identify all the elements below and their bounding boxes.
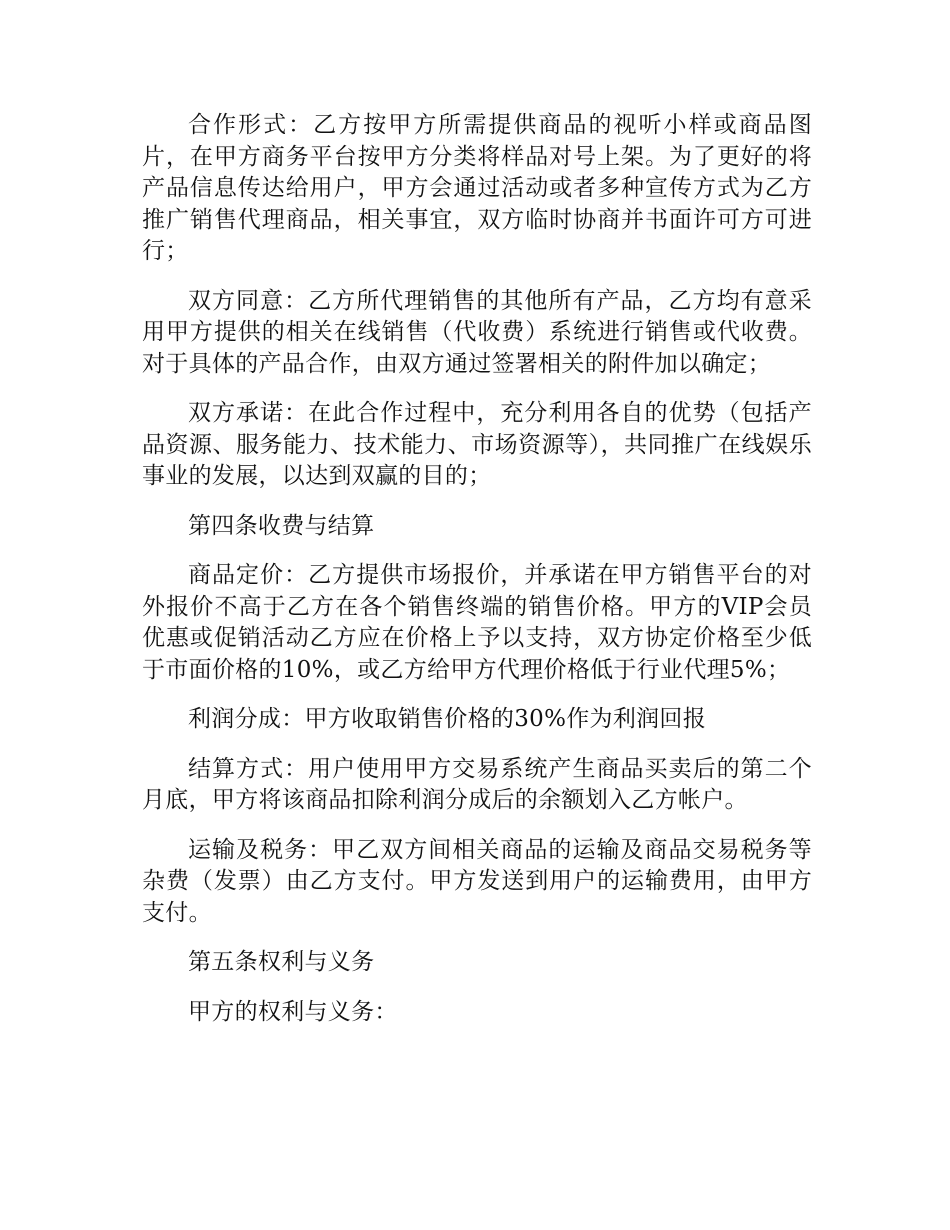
paragraph-party-a-rights: 甲方的权利与义务： [188,998,398,1025]
paragraph-mutual-agreement: 双方同意：乙方所代理销售的其他所有产品，乙方均有意采用甲方提供的相关在线销售（代收费）系统进行销售或代收费。对于具体的产品合作，由双方通过签署相关的附件加以确定； [142,287,812,377]
paragraph-transport-tax: 运输及税务：甲乙双方间相关商品的运输及商品交易税务等杂费（发票）由乙方支付。甲方发送到用户的运输费用，由甲方支付。 [142,836,812,926]
section-heading-article-5: 第五条权利与义务 [188,949,375,975]
section-heading-article-4: 第四条收费与结算 [188,512,375,539]
paragraph-profit-sharing: 利润分成：甲方收取销售价格的30%作为利润回报 [188,706,707,732]
paragraph-pricing: 商品定价：乙方提供市场报价，并承诺在甲方销售平台的对外报价不高于乙方在各个销售终端的销售价格。甲方的VIP会员优惠或促销活动乙方应在价格上予以支持，双方协定价格至少低于市面价格的10%，或乙方给甲方代理价格低于行业代理5%； [142,562,812,683]
paragraph-mutual-commitment: 双方承诺：在此合作过程中，充分利用各自的优势（包括产品资源、服务能力、技术能力、市场资源等），共同推广在线娱乐事业的发展，以达到双赢的目的； [142,400,812,489]
paragraph-cooperation-form: 合作形式：乙方按甲方所需提供商品的视听小样或商品图片，在甲方商务平台按甲方分类将样品对号上架。为了更好的将产品信息传达给用户，甲方会通过活动或者多种宣传方式为乙方推广销售代理商品，相关事宜，双方临时协商并书面许可方可进行； [142,112,812,264]
document-body [142,110,812,1046]
paragraph-settlement: 结算方式：用户使用甲方交易系统产生商品买卖后的第二个月底，甲方将该商品扣除利润分成后的余额划入乙方帐户。 [142,755,812,813]
